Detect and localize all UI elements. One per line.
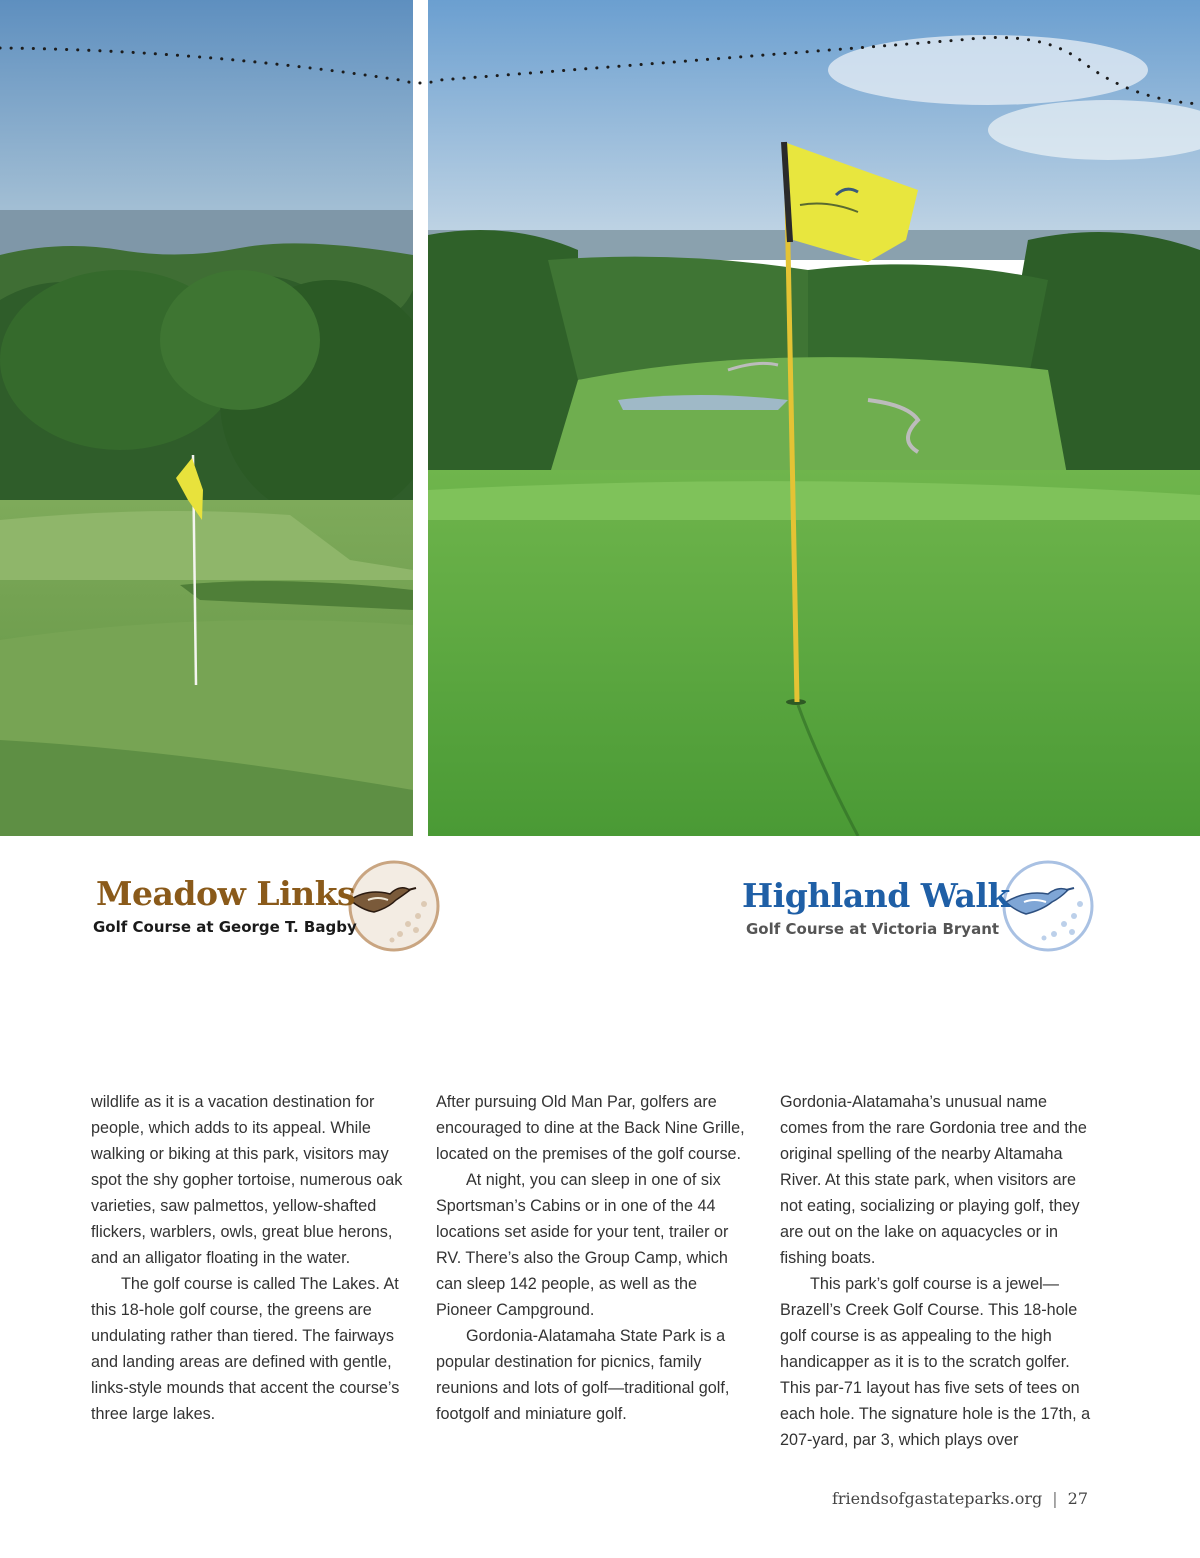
meadow-links-photo — [0, 0, 413, 836]
footer-separator: | — [1052, 1489, 1058, 1508]
paragraph: At night, you can sleep in one of six Sportsman’s Cabins or in one of the 44 locations set aside for your tent, trailer or RV. There’s also the Group Camp, which can sleep 142 people, as well as the Pioneer Campground. — [436, 1171, 729, 1319]
paragraph: Gordonia-Alatamaha’s unusual name comes from the rare Gordonia tree and the original spelling of the nearby Altamaha River. At this state park, when visitors are not eating, socializing or playing golf, they are out on the lake on aquacycles or in fishing boats. — [780, 1093, 1087, 1267]
highland-walk-photo — [428, 0, 1200, 836]
footer-site-link[interactable]: friendsofgastateparks.org — [831, 1489, 1043, 1508]
highland-walk-logo — [740, 860, 1100, 960]
page-footer — [832, 1489, 1088, 1508]
bluebird-golfball-icon — [1002, 860, 1094, 952]
page-number: 27 — [1067, 1489, 1088, 1508]
meadow-links-subtitle: Golf Course at George T. Bagby — [93, 918, 357, 936]
meadow-links-title: Meadow Links — [96, 874, 356, 913]
text-column-1 — [91, 1089, 409, 1427]
quail-golfball-icon — [348, 860, 440, 952]
text-column-2 — [436, 1089, 754, 1427]
paragraph: wildlife as it is a vacation destination for people, which adds to its appeal. While walking or biking at this park, visitors may spot the shy gopher tortoise, numerous oak varieties, saw palmettos, yellow-shafted flickers, warblers, owls, great blue herons, and an alligator floating in the water. — [91, 1093, 403, 1267]
meadow-links-logo — [90, 860, 440, 960]
text-column-3 — [780, 1089, 1098, 1453]
highland-walk-title: Highland Walk — [742, 876, 1010, 915]
paragraph: After pursuing Old Man Par, golfers are encouraged to dine at the Back Nine Grille, located on the premises of the golf course. — [436, 1093, 745, 1163]
paragraph: The golf course is called The Lakes. At this 18-hole golf course, the greens are undulating rather than tiered. The fairways and landing areas are defined with gentle, links-style mounds that accent the course’s three large lakes. — [91, 1275, 400, 1423]
paragraph: This park’s golf course is a jewel—Brazell’s Creek Golf Course. This 18-hole golf course is as appealing to the high handicapper as it is to the scratch golfer. This par-71 layout has five sets of tees on each hole. The signature hole is the 17th, a 207-yard, par 3, which plays over — [780, 1275, 1091, 1449]
paragraph: Gordonia-Alatamaha State Park is a popular destination for picnics, family reunions and lots of golf—traditional golf, footgolf and miniature golf. — [436, 1327, 730, 1423]
highland-walk-subtitle: Golf Course at Victoria Bryant — [746, 920, 1000, 938]
